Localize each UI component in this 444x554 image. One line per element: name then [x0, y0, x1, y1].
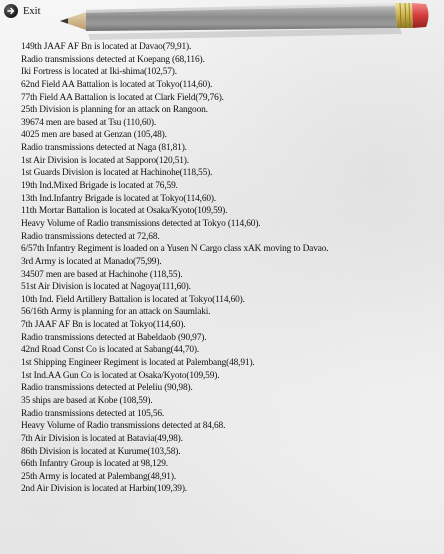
list-item: 1st Shipping Engineer Regiment is located at Palembang(48,91).	[21, 358, 255, 369]
list-item: 1st Guards Division is located at Hachinohe(118,55).	[21, 168, 213, 179]
list-item: 25th Army is located at Palembang(48,91).	[21, 471, 177, 482]
list-item: Iki Fortress is located at Iki-shima(102,57).	[21, 67, 177, 78]
list-item: 51st Air Division is located at Nagoya(111,60).	[21, 282, 191, 293]
list-item: Radio transmissions detected at 105,56.	[21, 408, 165, 419]
list-item: 34507 men are based at Hachinohe (118,55).	[21, 269, 183, 280]
list-item: 13th Ind.Infantry Brigade is located at Tokyo(114,60).	[21, 193, 217, 204]
intel-report-list	[21, 41, 441, 496]
list-item: Heavy Volume of Radio transmissions detected at 84,68.	[21, 421, 226, 432]
list-item: 10th Ind. Field Artillery Battalion is located at Tokyo(114,60).	[21, 294, 245, 305]
list-item: 2nd Air Division is located at Harbin(109,39).	[21, 484, 187, 495]
arrow-circle-icon	[4, 4, 18, 18]
list-item: 86th Division is located at Kurume(103,58).	[21, 446, 181, 457]
list-item: 149th JAAF AF Bn is located at Davao(79,91).	[21, 42, 192, 52]
pencil-icon	[60, 0, 440, 42]
list-item: 39674 men are based at Tsu (110,60).	[21, 117, 157, 128]
top-bar	[0, 0, 444, 30]
list-item: 6/57th Infantry Regiment is loaded on a Yusen N Cargo class xAK moving to Davao.	[21, 244, 329, 255]
list-item: Radio transmissions detected at Babeldaob (90,97).	[21, 332, 207, 343]
list-item: 66th Infantry Group is located at 98,129.	[21, 459, 168, 470]
list-item: 3rd Army is located at Manado(75,99).	[21, 256, 162, 267]
list-item: Heavy Volume of Radio transmissions detected at Tokyo (114,60).	[21, 218, 261, 229]
exit-label: Exit	[23, 5, 41, 17]
list-item: Radio transmissions detected at Naga (81,81).	[21, 143, 187, 154]
list-item: 4025 men are based at Genzan (105,48).	[21, 130, 167, 141]
list-item: Radio transmissions detected at Koepang (68,116).	[21, 54, 205, 65]
list-item: 19th Ind.Mixed Brigade is located at 76,59.	[21, 181, 178, 192]
list-item: 77th Field AA Battalion is located at Clark Field(79,76).	[21, 92, 224, 103]
list-item: 42nd Road Const Co is located at Sabang(44,70).	[21, 345, 200, 356]
list-item: 35 ships are based at Kobe (108,59).	[21, 395, 153, 406]
list-item: Radio transmissions detected at Peleliu (90,98).	[21, 383, 193, 394]
list-item: 1st Ind.AA Gun Co is located at Osaka/Kyoto(109,59).	[21, 370, 220, 381]
list-item: 1st Air Division is located at Sapporo(120,51).	[21, 155, 189, 166]
list-item: 7th JAAF AF Bn is located at Tokyo(114,60).	[21, 320, 186, 331]
list-item: 56/16th Army is planning for an attack on Saumlaki.	[21, 307, 211, 318]
list-item: Radio transmissions detected at 72,68.	[21, 231, 160, 242]
list-item: 11th Mortar Battalion is located at Osaka/Kyoto(109,59).	[21, 206, 228, 217]
exit-button[interactable]	[4, 3, 41, 19]
list-item: 62nd Field AA Battalion is located at Tokyo(114,60).	[21, 79, 213, 90]
list-item: 7th Air Division is located at Batavia(49,98).	[21, 433, 183, 444]
list-item: 25th Division is planning for an attack on Rangoon.	[21, 105, 208, 116]
